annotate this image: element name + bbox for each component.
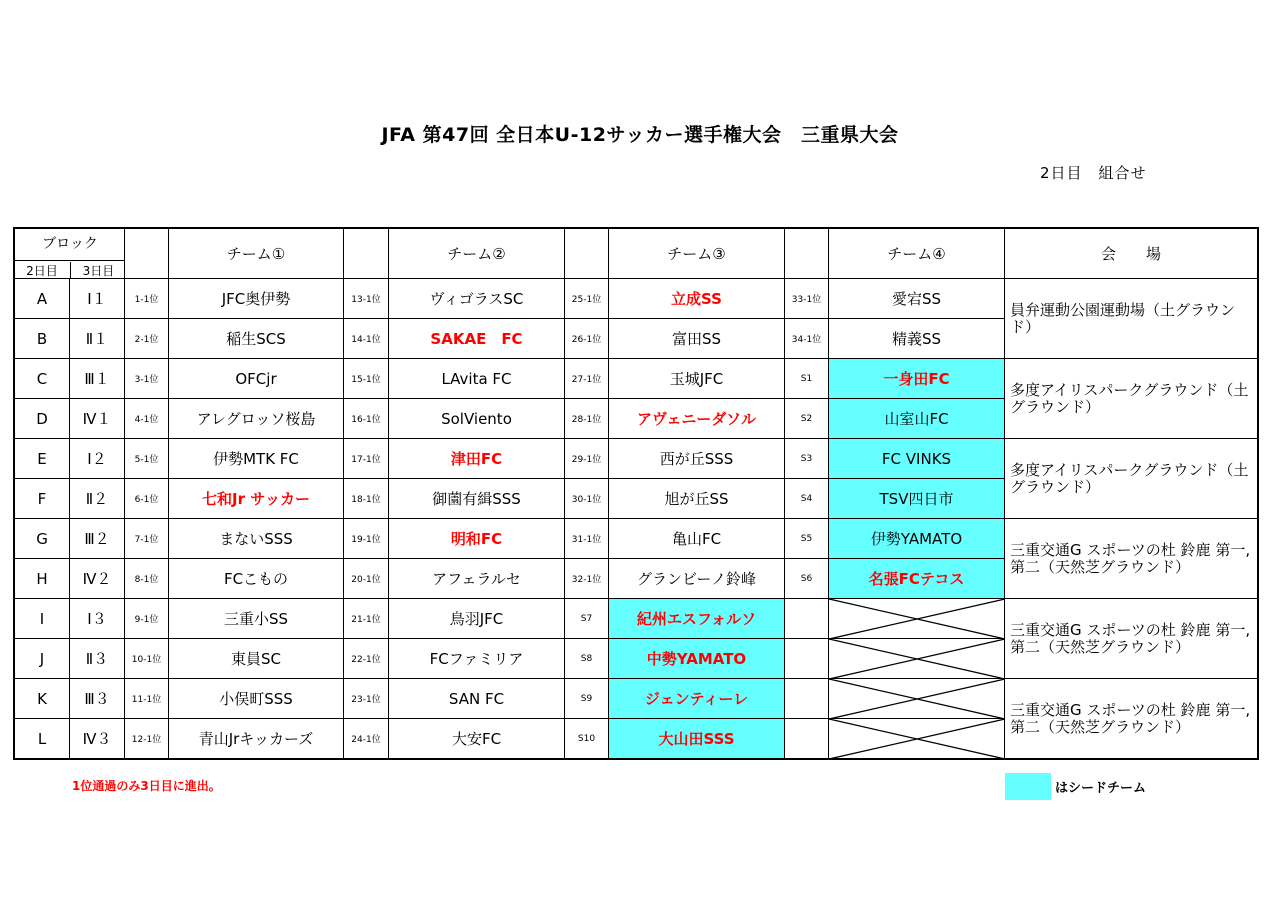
block-day2: I — [15, 599, 70, 639]
team1-rank: 7-1位 — [125, 519, 169, 559]
table-row — [15, 439, 1258, 479]
team2-rank: 17-1位 — [344, 439, 389, 479]
team2-rank: 22-1位 — [344, 639, 389, 679]
team1-rank: 1-1位 — [125, 279, 169, 319]
team2-rank: 20-1位 — [344, 559, 389, 599]
team3-name: 立成SS — [609, 279, 785, 319]
team2-rank: 23-1位 — [344, 679, 389, 719]
team3-name: 大山田SSS — [609, 719, 785, 759]
team4-rank — [785, 719, 829, 759]
day3-label: 3日目 — [70, 262, 125, 278]
venue-cell: 三重交通G スポーツの杜 鈴鹿 第一,第二（天然芝グラウンド） — [1005, 519, 1258, 599]
team1-rank: 4-1位 — [125, 399, 169, 439]
header-blank — [785, 229, 829, 279]
team2-rank: 21-1位 — [344, 599, 389, 639]
venue-cell: 三重交通G スポーツの杜 鈴鹿 第一,第二（天然芝グラウンド） — [1005, 599, 1258, 679]
block-day3: Ⅰ２ — [70, 439, 125, 479]
team4-rank: 33-1位 — [785, 279, 829, 319]
seed-legend-label: はシードチーム — [1055, 781, 1147, 796]
team3-rank: 27-1位 — [565, 359, 609, 399]
team3-rank: S8 — [565, 639, 609, 679]
team3-rank: 31-1位 — [565, 519, 609, 559]
header-team3: チーム③ — [609, 229, 785, 279]
block-day3: Ⅰ３ — [70, 599, 125, 639]
block-day2: E — [15, 439, 70, 479]
team4-name: 一身田FC — [829, 359, 1005, 399]
block-day2: L — [15, 719, 70, 759]
team2-name: 明和FC — [389, 519, 565, 559]
team4-rank: S5 — [785, 519, 829, 559]
header-venue: 会 場 — [1005, 229, 1258, 279]
table-row — [15, 679, 1258, 719]
team4-rank: 34-1位 — [785, 319, 829, 359]
team3-rank: 30-1位 — [565, 479, 609, 519]
team1-rank: 9-1位 — [125, 599, 169, 639]
team1-name: まないSSS — [169, 519, 344, 559]
team1-name: アレグロッソ桜島 — [169, 399, 344, 439]
team2-rank: 13-1位 — [344, 279, 389, 319]
team4-name: FC VINKS — [829, 439, 1005, 479]
team4-rank: S1 — [785, 359, 829, 399]
team1-name: 東員SC — [169, 639, 344, 679]
cross-out-mark — [829, 719, 1005, 759]
team2-name: 御薗有緝SSS — [389, 479, 565, 519]
team4-rank — [785, 679, 829, 719]
team1-rank: 2-1位 — [125, 319, 169, 359]
block-day3: Ⅰ１ — [70, 279, 125, 319]
block-day3: Ⅳ３ — [70, 719, 125, 759]
team4-empty-crossed — [829, 599, 1005, 639]
team4-name: 精義SS — [829, 319, 1005, 359]
team4-name: 伊勢YAMATO — [829, 519, 1005, 559]
team4-name: 山室山FC — [829, 399, 1005, 439]
block-day3: Ⅱ２ — [70, 479, 125, 519]
team3-name: 旭が丘SS — [609, 479, 785, 519]
day2-label: 2日目 — [26, 264, 58, 278]
block-header — [15, 229, 125, 279]
venue-cell: 多度アイリスパークグラウンド（土グラウンド） — [1005, 439, 1258, 519]
block-day2: H — [15, 559, 70, 599]
team4-name: 名張FCテコス — [829, 559, 1005, 599]
team3-rank: 29-1位 — [565, 439, 609, 479]
team1-name: 稲生SCS — [169, 319, 344, 359]
team1-rank: 11-1位 — [125, 679, 169, 719]
team3-name: 西が丘SSS — [609, 439, 785, 479]
team4-rank — [785, 599, 829, 639]
team1-rank: 12-1位 — [125, 719, 169, 759]
team2-name: SolViento — [389, 399, 565, 439]
team4-name: TSV四日市 — [829, 479, 1005, 519]
team3-rank: 25-1位 — [565, 279, 609, 319]
block-label: ブロック — [42, 236, 98, 252]
block-day3: Ⅱ３ — [70, 639, 125, 679]
team3-name: 中勢YAMATO — [609, 639, 785, 679]
team3-name: グランビーノ鈴峰 — [609, 559, 785, 599]
block-day2: D — [15, 399, 70, 439]
block-day3: Ⅱ１ — [70, 319, 125, 359]
team4-rank: S4 — [785, 479, 829, 519]
team2-name: 大安FC — [389, 719, 565, 759]
team2-rank: 18-1位 — [344, 479, 389, 519]
team1-rank: 3-1位 — [125, 359, 169, 399]
team1-name: 小俣町SSS — [169, 679, 344, 719]
team2-rank: 19-1位 — [344, 519, 389, 559]
table-row — [15, 519, 1258, 559]
block-day3: Ⅲ１ — [70, 359, 125, 399]
team3-name: アヴェニーダソル — [609, 399, 785, 439]
venue-cell: 多度アイリスパークグラウンド（土グラウンド） — [1005, 359, 1258, 439]
team2-name: アフェラルセ — [389, 559, 565, 599]
block-day2: F — [15, 479, 70, 519]
venue-cell: 三重交通G スポーツの杜 鈴鹿 第一,第二（天然芝グラウンド） — [1005, 679, 1258, 759]
header-team2: チーム② — [389, 229, 565, 279]
advance-note: 1位通過のみ3日目に進出。 — [72, 779, 221, 793]
header-team1: チーム① — [169, 229, 344, 279]
team2-rank: 15-1位 — [344, 359, 389, 399]
header-blank — [344, 229, 389, 279]
block-day2: B — [15, 319, 70, 359]
team2-rank: 14-1位 — [344, 319, 389, 359]
team1-rank: 10-1位 — [125, 639, 169, 679]
team1-rank: 6-1位 — [125, 479, 169, 519]
team2-rank: 24-1位 — [344, 719, 389, 759]
team2-name: 津田FC — [389, 439, 565, 479]
cross-out-mark — [829, 679, 1005, 719]
team3-name: 紀州エスフォルソ — [609, 599, 785, 639]
team4-empty-crossed — [829, 639, 1005, 679]
venue-cell: 員弁運動公園運動場（土グラウンド） — [1005, 279, 1258, 359]
team4-rank — [785, 639, 829, 679]
team4-rank: S2 — [785, 399, 829, 439]
team1-name: OFCjr — [169, 359, 344, 399]
team3-name: 亀山FC — [609, 519, 785, 559]
table-header-row — [15, 229, 1258, 279]
team1-name: 伊勢MTK FC — [169, 439, 344, 479]
team4-rank: S3 — [785, 439, 829, 479]
page-subtitle: 2日目 組合せ — [1040, 164, 1147, 182]
team2-rank: 16-1位 — [344, 399, 389, 439]
block-day2: A — [15, 279, 70, 319]
block-day3: Ⅲ２ — [70, 519, 125, 559]
seed-legend-swatch — [1005, 773, 1051, 800]
cross-out-mark — [829, 599, 1005, 639]
team1-name: FCこもの — [169, 559, 344, 599]
team2-name: SAN FC — [389, 679, 565, 719]
header-team4: チーム④ — [829, 229, 1005, 279]
table-row — [15, 359, 1258, 399]
team2-name: SAKAE FC — [389, 319, 565, 359]
team3-rank: 32-1位 — [565, 559, 609, 599]
team3-rank: S9 — [565, 679, 609, 719]
team1-rank: 8-1位 — [125, 559, 169, 599]
team3-rank: S10 — [565, 719, 609, 759]
block-day3: Ⅳ２ — [70, 559, 125, 599]
team2-name: ヴィゴラスSC — [389, 279, 565, 319]
team2-name: LAvita FC — [389, 359, 565, 399]
team3-rank: S7 — [565, 599, 609, 639]
team1-name: 三重小SS — [169, 599, 344, 639]
block-day2: C — [15, 359, 70, 399]
team3-rank: 26-1位 — [565, 319, 609, 359]
block-day2: K — [15, 679, 70, 719]
team2-name: FCファミリア — [389, 639, 565, 679]
cross-out-mark — [829, 639, 1005, 679]
block-day3: Ⅲ３ — [70, 679, 125, 719]
team4-empty-crossed — [829, 719, 1005, 759]
table-row — [15, 599, 1258, 639]
team4-empty-crossed — [829, 679, 1005, 719]
header-blank — [125, 229, 169, 279]
block-day3: Ⅳ１ — [70, 399, 125, 439]
team3-name: ジェンティーレ — [609, 679, 785, 719]
bracket-table — [14, 228, 1258, 759]
team1-name: 青山Jrキッカーズ — [169, 719, 344, 759]
team3-name: 富田SS — [609, 319, 785, 359]
team4-name: 愛宕SS — [829, 279, 1005, 319]
page-title: JFA 第47回 全日本U-12サッカー選手権大会 三重県大会 — [381, 124, 899, 146]
team1-rank: 5-1位 — [125, 439, 169, 479]
block-day2: G — [15, 519, 70, 559]
team2-name: 鳥羽JFC — [389, 599, 565, 639]
table-row — [15, 279, 1258, 319]
header-blank — [565, 229, 609, 279]
team1-name: JFC奥伊勢 — [169, 279, 344, 319]
block-day2: J — [15, 639, 70, 679]
team4-rank: S6 — [785, 559, 829, 599]
team3-name: 玉城JFC — [609, 359, 785, 399]
team3-rank: 28-1位 — [565, 399, 609, 439]
team1-name: 七和Jr サッカー — [169, 479, 344, 519]
